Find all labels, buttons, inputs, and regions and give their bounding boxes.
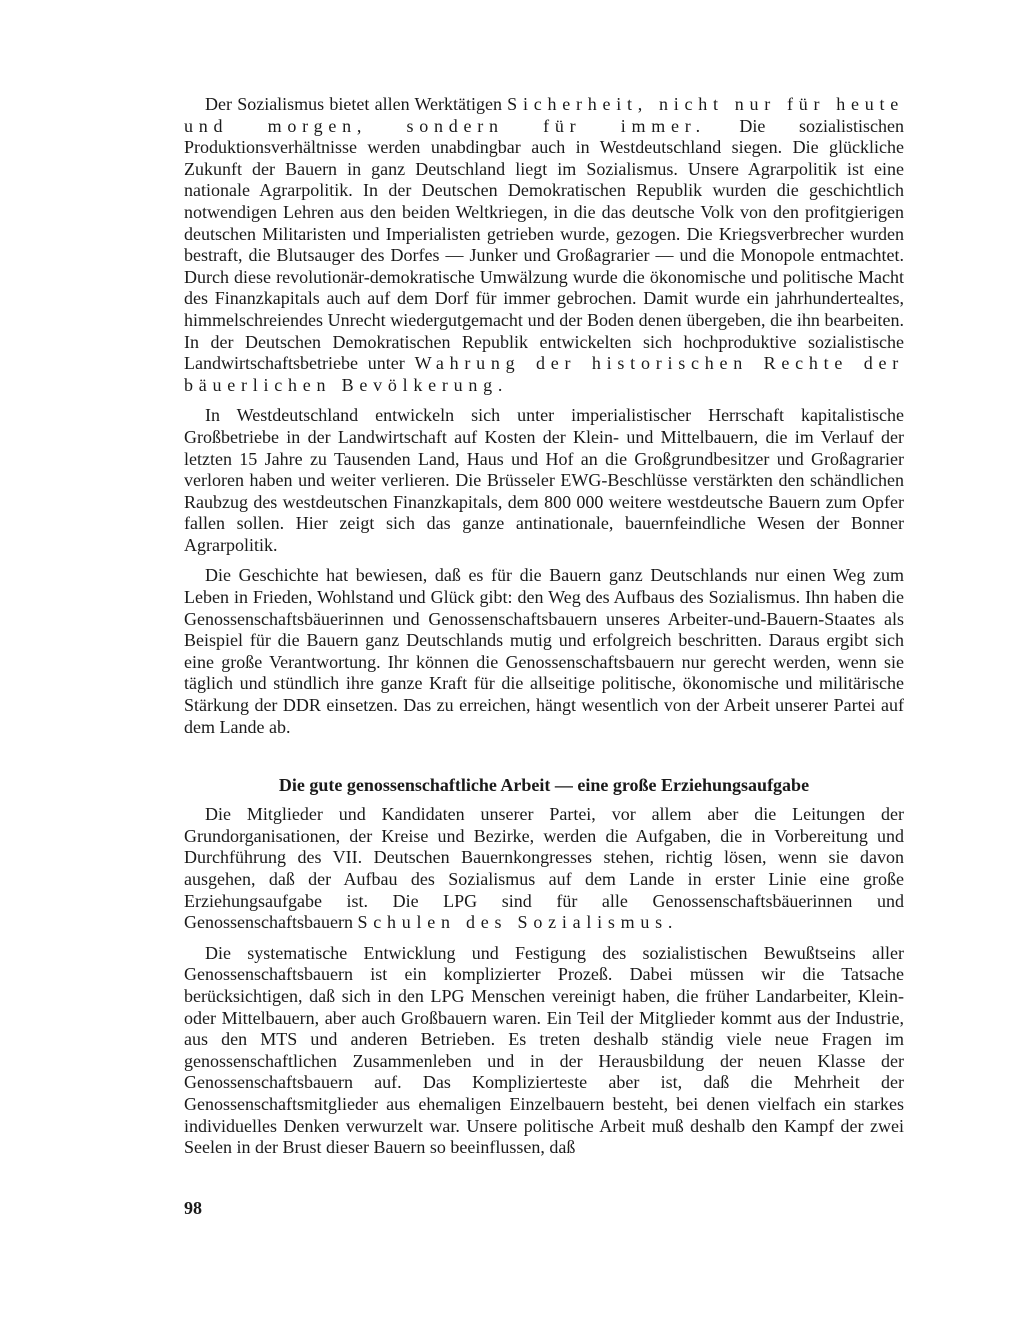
section-intro	[184, 94, 904, 738]
text-segment: Die sozialistischen Produktionsverhältnisse werden unabdingbar auch in Westdeutschland siegen. Die glückliche Zukunft der Bauern in ganz Deutschland liegt im Sozialismus. Unsere Agrarpolitik ist eine nationale Agrarpolitik. In der Deutschen Demokratischen Republik wurden die geschichtlich notwendigen Lehren aus den beiden Weltkriegen, in die das deutsche Volk von den profitgierigen deutschen Militaristen und Imperialisten getrieben wurde, gezogen. Die Kriegsverbrecher wurden bestraft, die Blutsauger des Dorfes — Junker und Großagrarier — und die Monopole entmachtet. Durch diese revolutionär-demokratische Umwälzung wurde die ökonomische und politische Macht des Finanzkapitals auch auf dem Dorf für immer gebrochen. Damit wurde ein jahrhundertealtes, himmelschreiendes Unrecht wiedergutgemacht und der Boden denen übergeben, die ihn bearbeiten. In der Deutschen Demokratischen Republik entwickelten sich hochproduktive sozialistische Landwirtschaftsbetriebe unter	[184, 115, 904, 374]
text-segment: In Westdeutschland entwickeln sich unter imperialistischer Herrschaft kapitalistische Großbetriebe in der Landwirtschaft auf Kosten der Klein- und Mittelbauern, die im Verlauf der letzten 15 Jahre zu Tausenden Land, Haus und Hof an die Großgrundbesitzer und Großagrarier verloren haben und weiter verlieren. Die Brüsseler EWG-Beschlüsse verstärkten den schändlichen Raubzug des westdeutschen Finanzkapitals, dem 800 000 weitere westdeutsche Bauern zum Opfer fallen sollen. Hier zeigt sich das ganze antinationale, bauernfeindliche Wesen der Bonner Agrarpolitik.	[184, 405, 904, 555]
section-education	[184, 804, 904, 1159]
spaced-emphasis-schools: Schulen des Sozialismus.	[357, 912, 679, 933]
paragraph-history-proven	[184, 565, 904, 738]
section-heading: Die gute genossenschaftliche Arbeit — eine große Erziehungsaufgabe	[278, 775, 810, 796]
text-segment: Die systematische Entwicklung und Festigung des sozialistischen Bewußtseins aller Genossenschaftsbauern ist ein komplizierter Prozeß. Dabei müssen wir die Tatsache berücksichtigen, daß sich in den LPG Menschen vereinigt haben, die früher Landarbeiter, Klein- oder Mittelbauern, aber auch Großbauern waren. Ein Teil der Mitglieder kommt aus der Industrie, aus den MTS und anderen Betrieben. Es treten deshalb ständig viele neue Fragen im genossenschaftlichen Zusammenleben und in der Herausbildung der neuen Klasse der Genossenschaftsbauern auf. Das Komplizierteste aber ist, daß die Mehrheit der Genossenschaftsmitglieder aus ehemaligen Einzelbauern besteht, bei denen vielfach ein starkes individuelles Denken verwurzelt war. Unsere politische Arbeit muß deshalb den Kampf der zwei Seelen in der Brust dieser Bauern so beeinflussen, daß	[184, 942, 904, 1158]
paragraph-members-candidates	[184, 804, 904, 934]
spaced-emphasis-security: Sicherheit, nicht nur für heute und morgen, sondern für immer.	[184, 94, 904, 136]
text-segment: Der Sozialismus bietet allen Werktätigen	[205, 94, 508, 114]
paragraph-socialism-security	[184, 94, 904, 396]
text-segment: Die Mitglieder und Kandidaten unserer Partei, vor allem aber die Leitungen der Grundorganisationen, der Kreise und Bezirke, werden die Aufgaben, die in Vorbereitung und Durchführung des VII. Deutschen Bauernkongresses stehen, richtig lösen, wenn sie davon ausgehen, daß der Aufbau des Sozialismus auf dem Lande in erster Linie eine große Erziehungsaufgabe ist. Die LPG sind für alle Genossenschaftsbäuerinnen und Genossenschaftsbauern	[184, 804, 904, 933]
spaced-emphasis-rights: Wahrung der historischen Rechte der bäuerlichen Bevölkerung.	[184, 353, 904, 395]
paragraph-west-germany	[184, 405, 904, 556]
page-body	[184, 94, 904, 1159]
text-segment: Die Geschichte hat bewiesen, daß es für die Bauern ganz Deutschlands nur einen Weg zum Leben in Frieden, Wohlstand und Glück gibt: den Weg des Aufbaus des Sozialismus. Ihn haben die Genossenschaftsbäuerinnen und Genossenschaftsbauern unseres Arbeiter-und-Bauern-Staates als Beispiel für die Bauern ganz Deutschlands mutig und erfolgreich beschritten. Daraus ergibt sich eine große Verantwortung. Ihr können die Genossenschaftsbauern nur gerecht werden, wenn sie täglich und stündlich ihre ganze Kraft für die allseitige politische, ökonomische und militärische Stärkung der DDR einsetzen. Das zu erreichen, hängt wesentlich von der Arbeit unserer Partei auf dem Lande ab.	[184, 565, 904, 737]
page-number: 98	[184, 1198, 202, 1218]
paragraph-systematic-development	[184, 943, 904, 1159]
